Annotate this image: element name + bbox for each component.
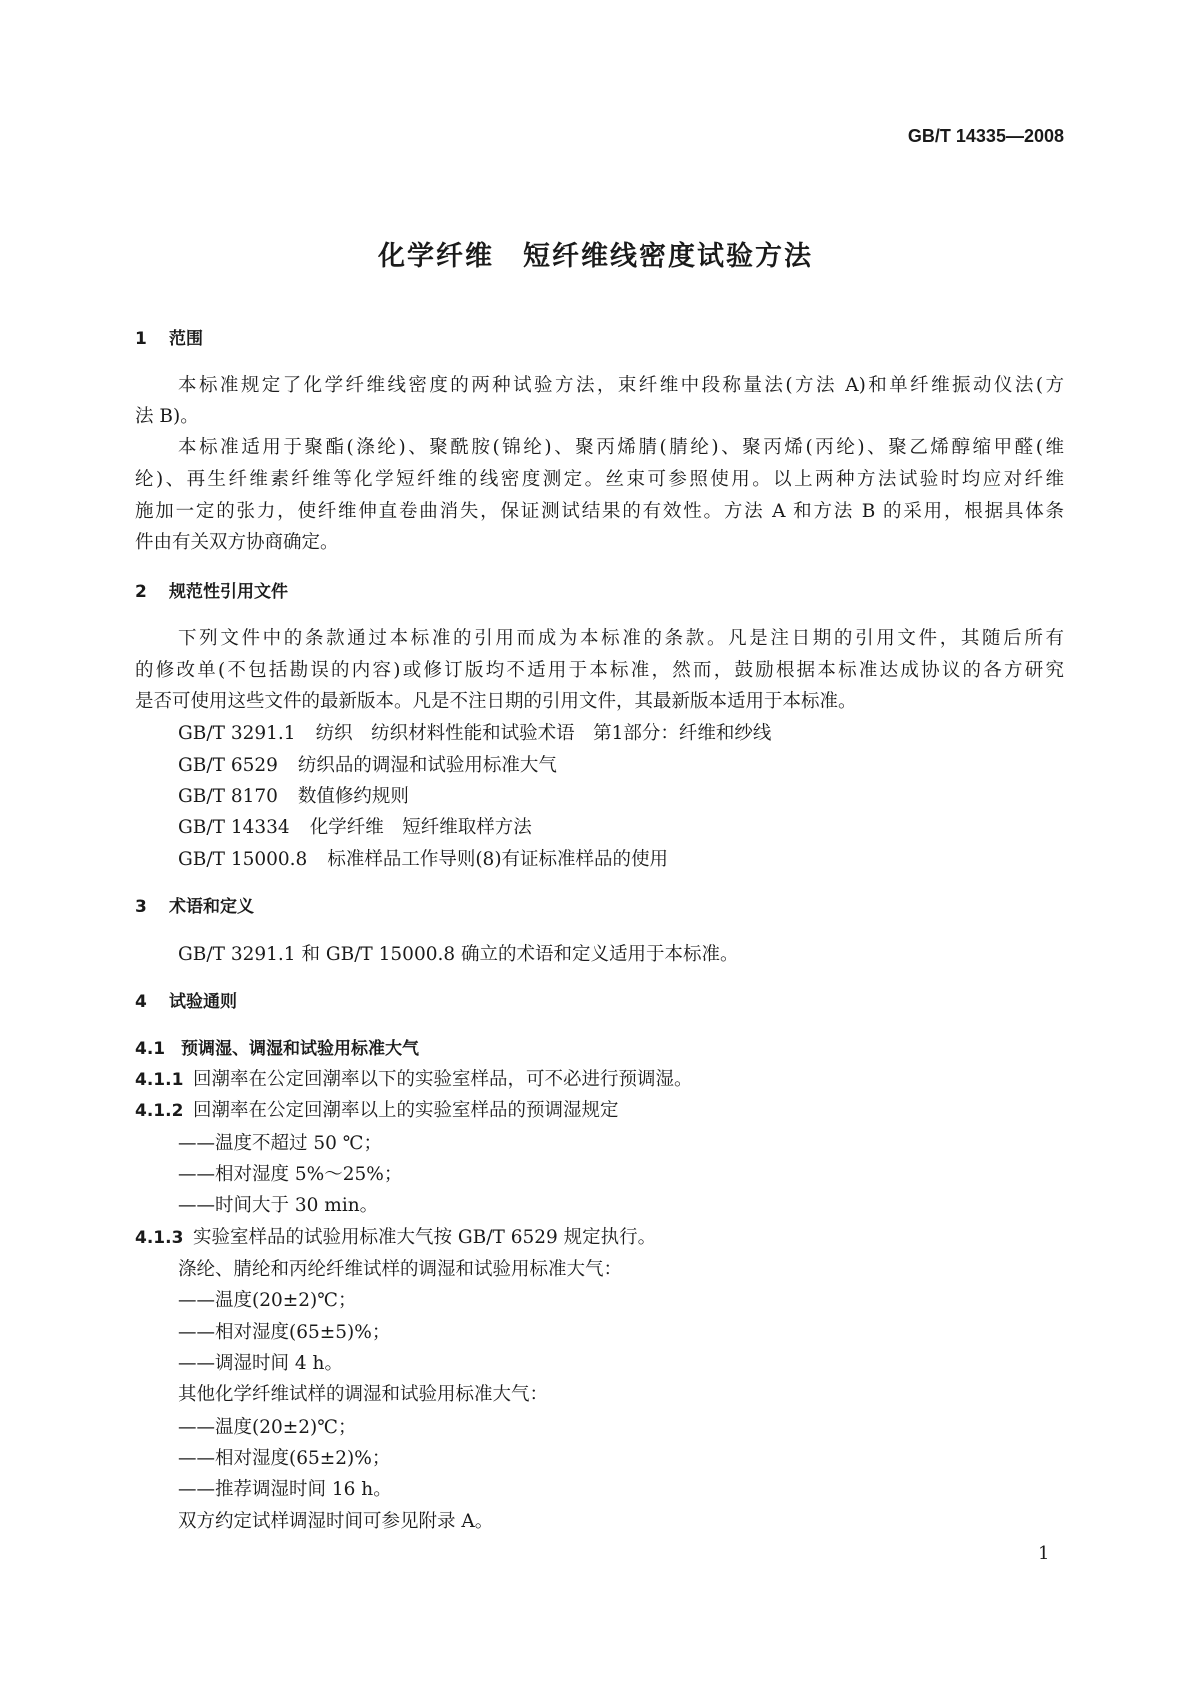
list-item: ——推荐调湿时间 16 h。	[178, 1479, 392, 1500]
paragraph-line: 的修改单(不包括勘误的内容)或修订版均不适用于本标准，然而，鼓励根据本标准达成协议的各方研究	[135, 660, 1064, 681]
subsection-4-1-heading	[135, 1037, 1064, 1061]
paragraph-line: 下列文件中的条款通过本标准的引用而成为本标准的条款。凡是注日期的引用文件，其随后所有	[178, 628, 1064, 649]
clause-4-1-1	[135, 1068, 1064, 1092]
section-1-heading	[135, 327, 1064, 351]
list-item: ——温度不超过 50 ℃；	[178, 1133, 382, 1154]
reference-title: 标准样品工作导则(8)有证标准样品的使用	[327, 849, 669, 870]
clause-number: 4.1.1	[135, 1070, 184, 1090]
paragraph-line: 件由有关双方协商确定。	[135, 532, 339, 553]
reference-item	[178, 722, 1064, 746]
section-title: 试验通则	[169, 992, 237, 1012]
note: 双方约定试样调湿时间可参见附录 A。	[178, 1511, 494, 1532]
page-number: 1	[1038, 1543, 1050, 1564]
clause-text: 回潮率在公定回潮率以上的实验室样品的预调湿规定	[193, 1100, 619, 1121]
section-title: 术语和定义	[169, 897, 254, 917]
standard-number: GB/T 14335—2008	[907, 126, 1064, 146]
section-title: 范围	[169, 329, 203, 349]
clause-4-1-3	[135, 1226, 1064, 1250]
reference-title: 化学纤维 短纤维取样方法	[309, 817, 532, 838]
list-item: ——相对湿度 5%～25%；	[178, 1164, 403, 1185]
clause-number: 4.1.3	[135, 1228, 184, 1248]
clause-text: 回潮率在公定回潮率以下的实验室样品，可不必进行预调湿。	[193, 1069, 693, 1090]
reference-title: 数值修约规则	[297, 786, 409, 807]
list-item: ——温度(20±2)℃；	[178, 1417, 357, 1438]
paragraph-line: 法 B)。	[135, 406, 199, 427]
paragraph-line: 本标准适用于聚酯(涤纶)、聚酰胺(锦纶)、聚丙烯腈(腈纶)、聚丙烯(丙纶)、聚乙烯醇缩甲醛(维	[178, 437, 1064, 458]
reference-code: GB/T 8170	[178, 786, 278, 807]
list-item: ——调湿时间 4 h。	[178, 1353, 343, 1374]
reference-item	[178, 754, 1064, 778]
section-3-heading	[135, 895, 1064, 919]
section-number: 3	[135, 897, 147, 917]
reference-title: 纺织品的调湿和试验用标准大气	[297, 755, 557, 776]
paragraph-line: 本标准规定了化学纤维线密度的两种试验方法，束纤维中段称量法(方法 A)和单纤维振动仪法(方	[178, 375, 1064, 396]
reference-code: GB/T 6529	[178, 755, 278, 776]
list-item: ——时间大于 30 min。	[178, 1195, 379, 1216]
clause-number: 4.1.2	[135, 1101, 184, 1121]
paragraph-line: 纶)、再生纤维素纤维等化学短纤维的线密度测定。丝束可参照使用。以上两种方法试验时均应对纤维	[135, 469, 1064, 490]
clause-text: 实验室样品的试验用标准大气按 GB/T 6529 规定执行。	[193, 1227, 657, 1248]
reference-code: GB/T 3291.1	[178, 723, 296, 744]
paragraph-line: 是否可使用这些文件的最新版本。凡是不注日期的引用文件，其最新版本适用于本标准。	[135, 691, 857, 712]
list-item: ——相对湿度(65±5)%；	[178, 1322, 391, 1343]
reference-item	[178, 785, 1064, 809]
clause-4-1-2	[135, 1099, 1064, 1123]
list-item: ——温度(20±2)℃；	[178, 1290, 357, 1311]
group-intro: 其他化学纤维试样的调湿和试验用标准大气：	[178, 1384, 549, 1405]
group-intro: 涤纶、腈纶和丙纶纤维试样的调湿和试验用标准大气：	[178, 1259, 623, 1280]
reference-item	[178, 816, 1064, 840]
reference-code: GB/T 14334	[178, 817, 290, 838]
paragraph-line: 施加一定的张力，使纤维伸直卷曲消失，保证测试结果的有效性。方法 A 和方法 B 的采用，根据具体条	[135, 501, 1064, 522]
section-number: 2	[135, 582, 147, 602]
reference-code: GB/T 15000.8	[178, 849, 308, 870]
reference-title: 纺织 纺织材料性能和试验术语 第1部分：纤维和纱线	[315, 723, 772, 744]
section-2-heading	[135, 580, 1064, 604]
list-item: ——相对湿度(65±2)%；	[178, 1448, 391, 1469]
paragraph-line: GB/T 3291.1 和 GB/T 15000.8 确立的术语和定义适用于本标准。	[178, 944, 739, 965]
section-number: 4	[135, 992, 147, 1012]
section-4-heading	[135, 990, 1064, 1014]
section-number: 4.1	[135, 1039, 166, 1059]
section-title: 预调湿、调湿和试验用标准大气	[181, 1039, 419, 1059]
section-number: 1	[135, 329, 147, 349]
reference-item	[178, 848, 1064, 872]
document-title: 化学纤维 短纤维线密度试验方法	[378, 241, 813, 272]
section-title: 规范性引用文件	[169, 582, 288, 602]
